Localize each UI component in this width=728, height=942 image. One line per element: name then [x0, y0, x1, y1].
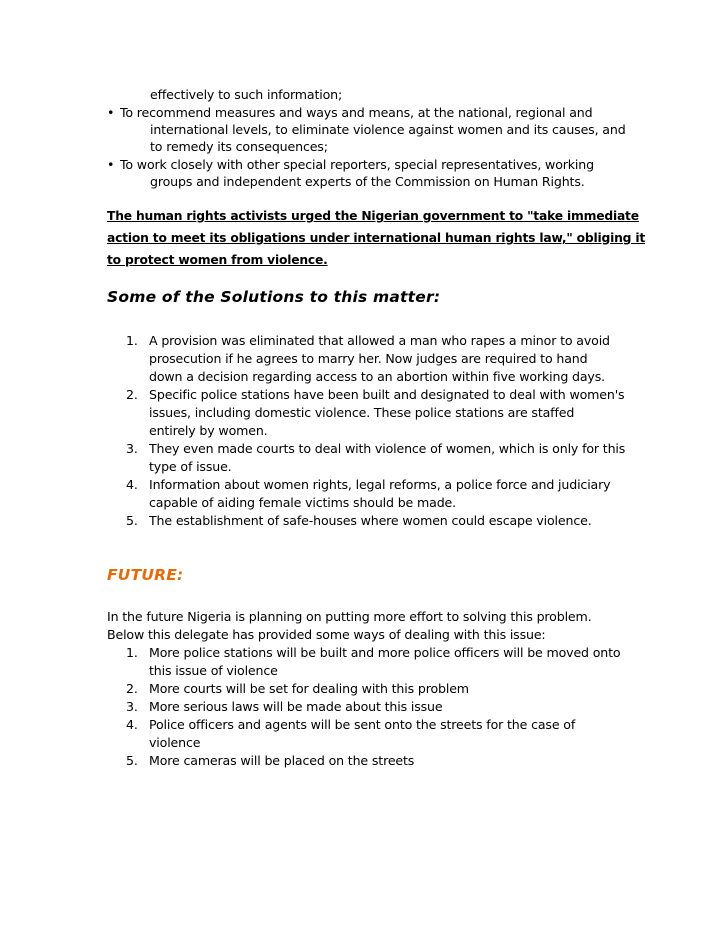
list-line: Information about women rights, legal reforms, a police force and judiciary [149, 477, 611, 492]
emphasis-line: to protect women from violence. [107, 253, 328, 267]
bullet-line: To recommend measures and ways and means, at the national, regional and [120, 105, 593, 120]
emphasis-line: The human rights activists urged the Nigerian government to "take immediate [107, 209, 639, 223]
intro-continuation: effectively to such information; [150, 87, 343, 102]
list-number: 5. [126, 753, 138, 768]
bullet-line: to remedy its consequences; [150, 139, 328, 154]
list-number: 3. [126, 441, 138, 456]
bullet-line: To work closely with other special reporters, special representatives, working [120, 157, 594, 172]
list-line: A provision was eliminated that allowed a man who rapes a minor to avoid [149, 333, 610, 348]
list-line: More serious laws will be made about this issue [149, 699, 443, 714]
list-number: 4. [126, 477, 138, 492]
list-number: 2. [126, 387, 138, 402]
list-number: 5. [126, 513, 138, 528]
list-line: More courts will be set for dealing with this problem [149, 681, 469, 696]
list-line: Specific police stations have been built and designated to deal with women's [149, 387, 625, 402]
list-line: capable of aiding female victims should be made. [149, 495, 456, 510]
bullet-line: groups and independent experts of the Commission on Human Rights. [150, 174, 585, 189]
list-line: The establishment of safe-houses where women could escape violence. [149, 513, 592, 528]
future-intro-line: In the future Nigeria is planning on putting more effort to solving this problem. [107, 609, 592, 624]
list-number: 2. [126, 681, 138, 696]
bullet-marker: • [107, 105, 115, 120]
list-line: violence [149, 735, 201, 750]
future-heading: FUTURE: [107, 566, 184, 584]
list-line: issues, including domestic violence. These police stations are staffed [149, 405, 575, 420]
list-line: Police officers and agents will be sent onto the streets for the case of [149, 717, 576, 732]
list-number: 1. [126, 333, 138, 348]
list-line: More police stations will be built and more police officers will be moved onto [149, 645, 621, 660]
list-number: 1. [126, 645, 138, 660]
bullet-marker: • [107, 157, 115, 172]
list-line: They even made courts to deal with violence of women, which is only for this [149, 441, 626, 456]
list-line: entirely by women. [149, 423, 268, 438]
list-line: type of issue. [149, 459, 232, 474]
list-line: down a decision regarding access to an abortion within five working days. [149, 369, 605, 384]
list-line: More cameras will be placed on the streets [149, 753, 415, 768]
solutions-heading: Some of the Solutions to this matter: [107, 288, 441, 306]
list-line: this issue of violence [149, 663, 278, 678]
bullet-line: international levels, to eliminate violence against women and its causes, and [150, 122, 626, 137]
emphasis-line: action to meet its obligations under international human rights law," obliging it [107, 231, 646, 245]
list-number: 4. [126, 717, 138, 732]
future-intro-line: Below this delegate has provided some ways of dealing with this issue: [107, 627, 546, 642]
list-line: prosecution if he agrees to marry her. Now judges are required to hand [149, 351, 588, 366]
list-number: 3. [126, 699, 138, 714]
